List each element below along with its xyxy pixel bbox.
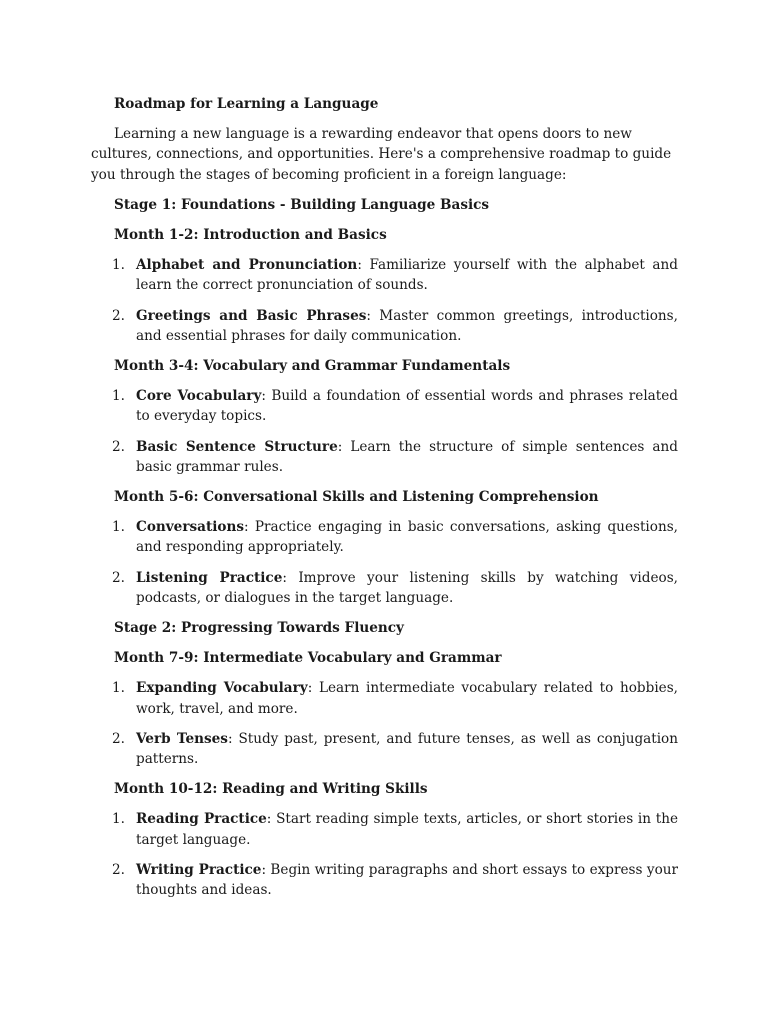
numbered-list <box>91 517 678 608</box>
list-item-description: Master common greetings, introductions, and essential phrases for daily communication. <box>136 307 678 344</box>
list-item-separator: : <box>282 569 299 586</box>
list-item-separator: : <box>261 388 272 405</box>
document-title: Roadmap for Learning a Language <box>114 96 379 112</box>
document-body <box>91 94 678 910</box>
list-item <box>91 678 678 718</box>
numbered-list <box>91 809 678 900</box>
numbered-list <box>91 678 678 769</box>
list-item-number: 2. <box>112 307 125 324</box>
list-item <box>91 809 678 849</box>
list-item <box>91 437 678 477</box>
list-item-separator: : <box>261 861 271 878</box>
numbered-list <box>91 255 678 346</box>
list-item-description: Familiarize yourself with the alphabet and learn the correct pronunciation of sounds. <box>136 257 678 294</box>
list-item <box>91 860 678 900</box>
list-item <box>91 568 678 608</box>
list-item-number: 2. <box>112 730 125 747</box>
list-item-term: Alphabet and Pronunciation <box>136 257 358 274</box>
roadmap-sections <box>91 195 678 900</box>
list-item-term: Greetings and Basic Phrases <box>136 307 367 324</box>
section-heading: Month 7-9: Intermediate Vocabulary and Grammar <box>114 650 502 667</box>
list-item-number: 1. <box>112 680 125 697</box>
list-item-separator: : <box>227 730 239 747</box>
section-heading: Month 5-6: Conversational Skills and Listening Comprehension <box>114 489 599 506</box>
list-item <box>91 729 678 769</box>
list-item-description: Practice engaging in basic conversations, asking questions, and responding appropriately. <box>136 519 679 556</box>
list-item-term: Expanding Vocabulary <box>136 680 308 697</box>
section-heading: Stage 2: Progressing Towards Fluency <box>114 620 404 637</box>
list-item <box>91 386 678 426</box>
list-item-term: Verb Tenses <box>136 730 228 747</box>
section-heading: Stage 1: Foundations - Building Language Basics <box>114 196 490 213</box>
list-item-term: Writing Practice <box>136 861 262 878</box>
list-item-number: 1. <box>112 811 125 828</box>
list-item-term: Core Vocabulary <box>136 388 262 405</box>
list-item-description: Build a foundation of essential words and phrases related to everyday topics. <box>136 388 678 425</box>
list-item-term: Reading Practice <box>136 811 267 828</box>
list-item-term: Listening Practice <box>136 569 283 586</box>
list-item <box>91 306 678 346</box>
list-item-description: Begin writing paragraphs and short essays to express your thoughts and ideas. <box>136 861 678 899</box>
list-item-separator: : <box>307 680 319 697</box>
list-item-number: 2. <box>112 438 125 455</box>
list-item-number: 1. <box>112 388 125 405</box>
list-item-term: Basic Sentence Structure <box>136 438 338 455</box>
list-item-number: 1. <box>112 519 125 536</box>
list-item-separator: : <box>366 307 380 324</box>
list-item-separator: : <box>266 811 277 828</box>
list-item-number: 1. <box>112 257 125 274</box>
list-item-description: Learn the structure of simple sentences and basic grammar rules. <box>136 438 678 475</box>
list-item-description: Learn intermediate vocabulary related to hobbies, work, travel, and more. <box>136 680 679 717</box>
list-item <box>91 255 678 295</box>
list-item-term: Conversations <box>136 519 244 536</box>
list-item-number: 2. <box>112 569 125 586</box>
list-item-description: Start reading simple texts, articles, or short stories in the target language. <box>136 811 678 848</box>
section-heading: Month 1-2: Introduction and Basics <box>114 227 387 244</box>
list-item-separator: : <box>244 519 255 536</box>
list-item-description: Improve your listening skills by watching videos, podcasts, or dialogues in the target language. <box>136 569 678 606</box>
section-heading: Month 3-4: Vocabulary and Grammar Fundamentals <box>114 358 511 375</box>
list-item-separator: : <box>357 257 370 274</box>
intro-paragraph: Learning a new language is a rewarding endeavor that opens doors to new cultures, connections, and opportunities. Here's a comprehensive roadmap to guide you through the stages of becoming proficient in a foreign language: <box>91 126 672 183</box>
list-item-number: 2. <box>112 861 125 878</box>
numbered-list <box>91 386 678 477</box>
section-heading: Month 10-12: Reading and Writing Skills <box>114 781 428 798</box>
list-item-description: Study past, present, and future tenses, as well as conjugation patterns. <box>136 730 679 768</box>
list-item <box>91 517 678 557</box>
list-item-separator: : <box>337 438 351 455</box>
